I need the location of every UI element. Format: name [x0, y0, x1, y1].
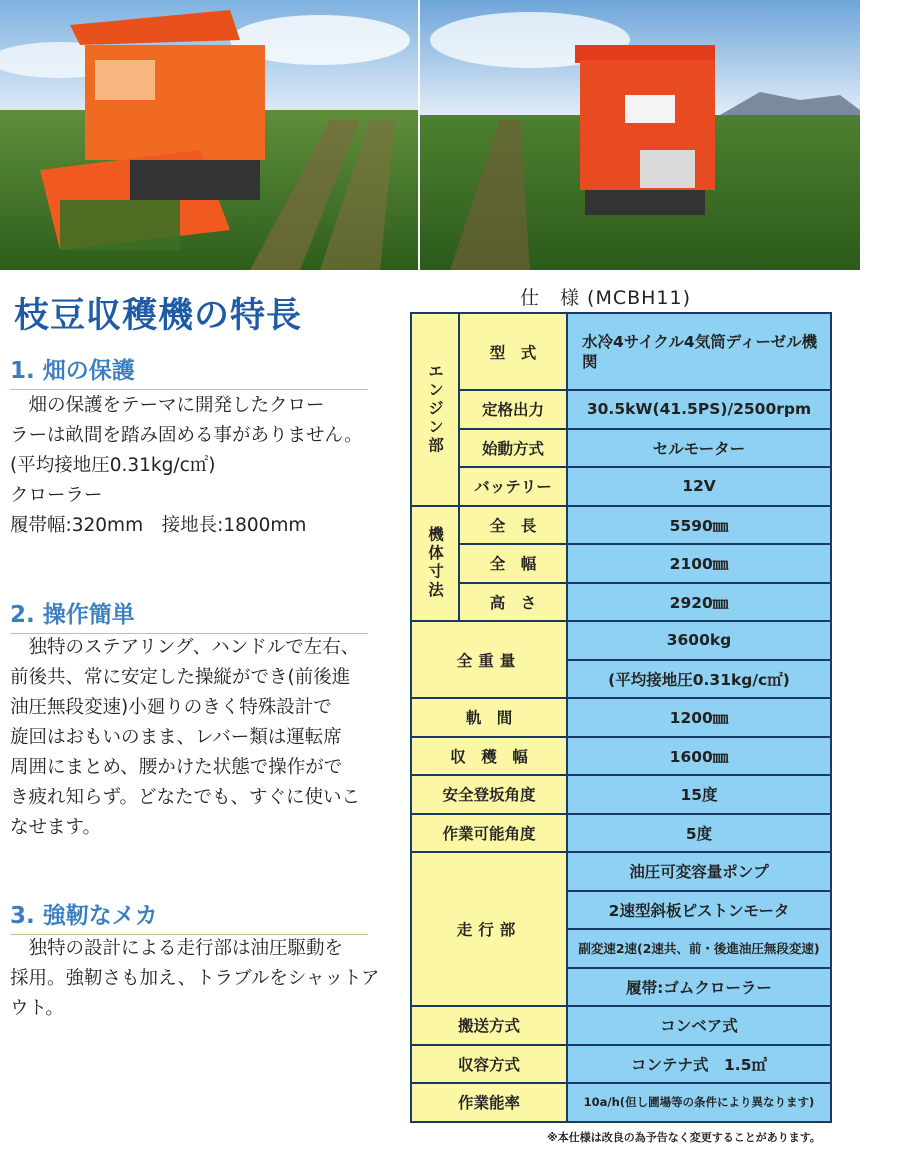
table-row	[411, 737, 831, 776]
table-row	[411, 429, 831, 468]
spec-value: 5590㎜	[567, 506, 831, 545]
table-row	[411, 544, 831, 583]
section-body-protection	[10, 391, 372, 541]
text-line: 周囲にまとめ、腰かけた状態で操作がで	[10, 757, 343, 778]
spec-value: コンテナ式 1.5㎥	[567, 1045, 831, 1084]
table-row	[411, 1006, 831, 1045]
spec-label: バッテリー	[459, 467, 567, 506]
spec-label: 収容方式	[411, 1045, 567, 1084]
spec-value: セルモーター	[567, 429, 831, 468]
spec-value: コンベア式	[567, 1006, 831, 1045]
spec-value: 30.5kW(41.5PS)/2500rpm	[567, 390, 831, 429]
text-line: 旋回はおもいのまま、レバー類は運転席	[10, 727, 342, 748]
section-heading-protection: 1. 畑の保護	[10, 352, 368, 390]
text-line: 独特のステアリング、ハンドルで左右、	[10, 637, 360, 658]
text-line: 畑の保護をテーマに開発したクロー	[10, 395, 325, 416]
harvester-photo-right	[420, 0, 860, 270]
spec-value: 2速型斜板ピストンモータ	[567, 891, 831, 930]
text-line: 独特の設計による走行部は油圧駆動を	[10, 938, 344, 959]
spec-value: 履帯:ゴムクローラー	[567, 968, 831, 1007]
spec-table	[410, 312, 832, 1123]
text-line: クローラー	[10, 485, 103, 506]
spec-value: 5度	[567, 814, 831, 853]
table-row	[411, 698, 831, 737]
table-row	[411, 814, 831, 853]
spec-label: 搬送方式	[411, 1006, 567, 1045]
table-row	[411, 621, 831, 660]
text-line: ウト。	[10, 998, 64, 1019]
spec-label: 始動方式	[459, 429, 567, 468]
table-row	[411, 467, 831, 506]
footnote: ※本仕様は改良の為予告なく変更することがあります。	[547, 1131, 821, 1144]
spec-label: 作業可能角度	[411, 814, 567, 853]
spec-value: 水冷4サイクル4気筒ディーゼル機関	[567, 313, 831, 390]
spec-label: 安全登坂角度	[411, 775, 567, 814]
section-body-robust-mechanism	[10, 934, 380, 1024]
table-row	[411, 390, 831, 429]
table-row	[411, 313, 831, 390]
spec-title: 仕 様 (MCBH11)	[520, 287, 692, 309]
spec-value: 副変速2速(2速共、前・後進油圧無段変速)	[567, 929, 831, 968]
table-row	[411, 1045, 831, 1084]
spec-value: 15度	[567, 775, 831, 814]
spec-value: 3600kg	[567, 621, 831, 660]
spec-label: 定格出力	[459, 390, 567, 429]
table-row	[411, 583, 831, 622]
spec-value: 1200㎜	[567, 698, 831, 737]
harvester-photo-left	[0, 0, 418, 270]
text-line: ラーは畝間を踏み固める事がありません。	[10, 425, 363, 446]
spec-group-dimensions: 機体寸法	[411, 506, 459, 622]
spec-group-engine: エンジン部	[411, 313, 459, 506]
section-heading-easy-operation: 2. 操作簡単	[10, 596, 368, 634]
text-line: き疲れ知らず。どなたでも、すぐに使いこ	[10, 787, 361, 808]
spec-label: 高 さ	[459, 583, 567, 622]
spec-value: (平均接地圧0.31kg/c㎡)	[567, 660, 831, 699]
spec-label: 作業能率	[411, 1083, 567, 1122]
spec-value: 10a/h(但し圃場等の条件により異なります)	[567, 1083, 831, 1122]
spec-value: 油圧可変容量ポンプ	[567, 852, 831, 891]
spec-value: 2100㎜	[567, 544, 831, 583]
spec-label: 全 長	[459, 506, 567, 545]
spec-label-weight: 全重量	[411, 621, 567, 698]
table-row	[411, 852, 831, 891]
table-row	[411, 506, 831, 545]
spec-label: 軌 間	[411, 698, 567, 737]
spec-value: 1600㎜	[567, 737, 831, 776]
section-heading-robust-mechanism: 3. 強靭なメカ	[10, 897, 368, 935]
text-line: 油圧無段変速)小廻りのきく特殊設計で	[10, 697, 332, 718]
table-row	[411, 775, 831, 814]
spec-label: 収 穫 幅	[411, 737, 567, 776]
spec-value: 12V	[567, 467, 831, 506]
text-line: (平均接地圧0.31kg/c㎡)	[10, 455, 216, 476]
spec-label: 全 幅	[459, 544, 567, 583]
section-body-easy-operation	[10, 633, 372, 843]
spec-label-travel: 走行部	[411, 852, 567, 1006]
text-line: 採用。強靭さも加え、トラブルをシャットア	[10, 968, 380, 989]
text-line: 前後共、常に安定した操縦ができ(前後進	[10, 667, 351, 688]
spec-label: 型 式	[459, 313, 567, 390]
page-title: 枝豆収穫機の特長	[14, 296, 303, 336]
table-row	[411, 1083, 831, 1122]
text-line: なせます。	[10, 817, 102, 838]
spec-value: 2920㎜	[567, 583, 831, 622]
text-line: 履帯幅:320mm 接地長:1800mm	[10, 515, 307, 536]
